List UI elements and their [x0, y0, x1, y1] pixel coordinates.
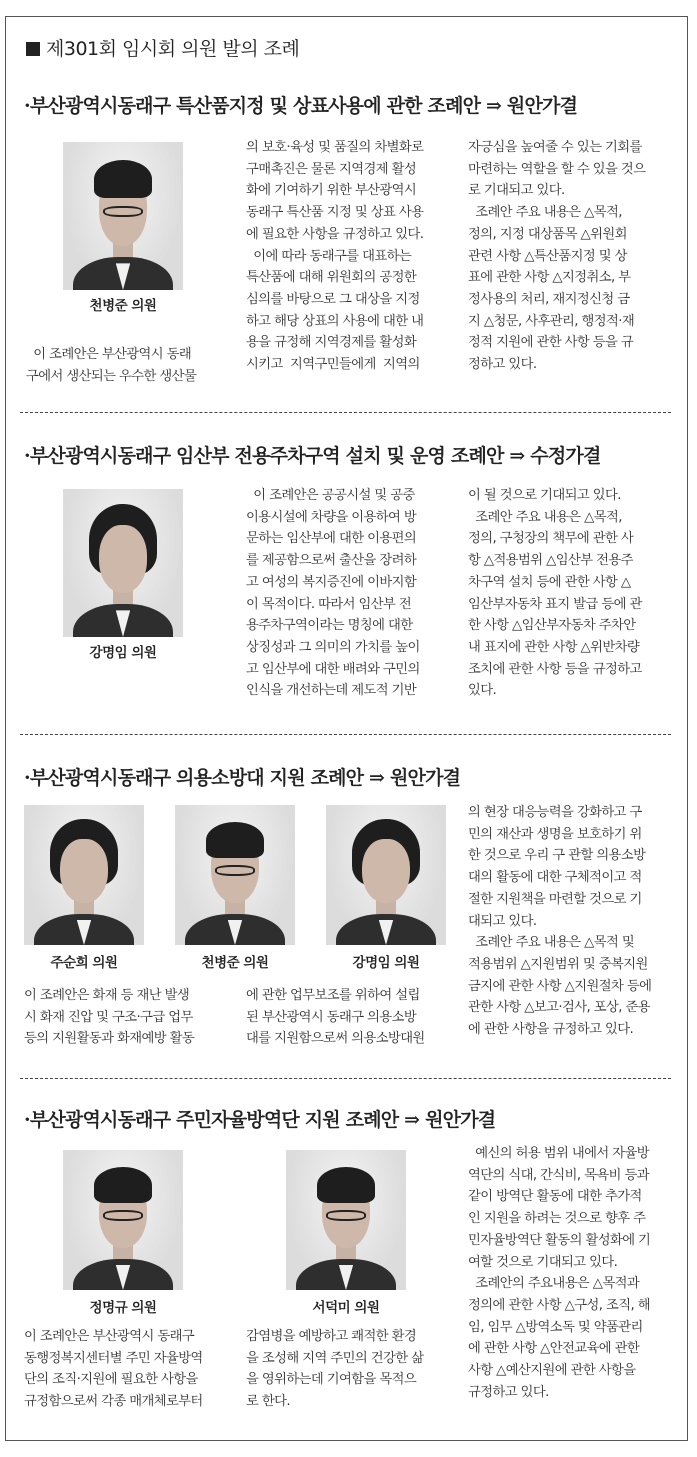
article-text: 이 조례안은 부산광역시 동래 구에서 생산되는 우수한 생산물	[26, 347, 197, 384]
article-text: 에 관한 업무보조를 위하여 설립 된 부산광역시 동래구 의용소방 대를 지원함으로써 의용소방대원	[246, 988, 425, 1047]
person-photo-female	[63, 489, 183, 637]
photo-caption: 주순희 의원	[50, 955, 118, 971]
article-text: 감염병을 예방하고 쾌적한 환경 을 조성해 지역 주민의 건강한 삶 을 영위하는데 기여함을 목적으 로 한다.	[246, 1329, 424, 1410]
page-header	[26, 34, 299, 61]
article-text: 이 조례안은 공공시설 및 공중 이용시설에 차량을 이용하여 방 문하는 임산부에 대한 이용편의 를 제공함으로써 출산을 장려하 고 여성의 복지증진에 이바지함 이 목적이다. 따라서 임산부 전 용주차구역이라는 명칭에 대한 상징성과 그 의미의 가치를 높이 고 임산부에 대한 배려와 구민의 인식을 개선하는데 제도적 기반	[246, 488, 420, 699]
article-text: 예신의 허용 범위 내에서 자율방 역단의 식대, 간식비, 목욕비 등과 같이 방역단 활동에 대한 추가적 인 지원을 하려는 것으로 향후 주 민자율방역단 활동의 활성화에 기 여할 것으로 기대되고 있다. 조례안의 주요내용은 △목적과 정의에 관한 사항 △구성, 조직, 해 임, 임무 △방역소독 및 약품관리 에 관한 사항 △안전교육에 관한 사항 △예산지원에 관한 사항을 규정하고 있다.	[468, 1146, 651, 1400]
article-text: 의 보호·육성 및 품질의 차별화로 구매촉진은 물론 지역경제 활성 화에 기여하기 위한 부산광역시 동래구 특산품 지정 및 상표 사용 에 필요한 사항을 규정하고 있다. 이에 따라 동래구를 대표하는 특산품에 대해 위원회의 공정한 심의를 바탕으로 그 대상을 지정 하고 해당 상표의 사용에 대한 내 용을 규정해 지역경제를 활성화 시키고 지역구민들에게 지역의	[246, 140, 424, 373]
section-title: ·부산광역시동래구 임산부 전용주차구역 설치 및 운영 조례안 ⇒ 수정가결	[24, 445, 601, 467]
photo-caption: 서덕미 의원	[312, 1300, 380, 1316]
section-separator	[20, 734, 671, 735]
photo-caption: 강명임 의원	[89, 645, 157, 661]
person-photo-male	[286, 1150, 406, 1290]
person-photo-female	[24, 805, 144, 945]
article-text: 이 조례안은 부산광역시 동래구 동행정복지센터별 주민 자율방역 단의 조직·지원에 필요한 사항을 규정함으로써 각종 매개체로부터	[24, 1329, 203, 1410]
person-photo-male	[63, 142, 183, 290]
section-separator	[20, 1078, 671, 1079]
person-photo-female	[326, 805, 446, 945]
article-text: 이 조례안은 화재 등 재난 발생 시 화재 진압 및 구조·구급 업무 등의 지원활동과 화재예방 활동	[24, 988, 195, 1047]
section-title: ·부산광역시동래구 주민자율방역단 지원 조례안 ⇒ 원안가결	[24, 1109, 496, 1131]
photo-caption: 강명임 의원	[352, 955, 420, 971]
person-photo-male	[175, 805, 295, 945]
square-bullet-icon	[26, 42, 40, 56]
article-text: 의 현장 대응능력을 강화하고 구 민의 재산과 생명을 보호하기 위 한 것으로 우리 구 관할 의용소방 대의 활동에 대한 구체적이고 적 절한 지원책을 마련할 것으로 기 대되고 있다. 조례안 주요 내용은 △목적 및 적용범위 △지원범위 및 중복지원 금지에 관한 사항 △지원절차 등에 관한 사항 △보고·검사, 포상, 준용 에 관한 사항을 규정하고 있다.	[468, 805, 652, 1038]
person-photo-male	[63, 1150, 183, 1290]
article-text: 자긍심을 높여줄 수 있는 기회를 마련하는 역할을 할 수 있을 것으 로 기대되고 있다. 조례안 주요 내용은 △목적, 정의, 지정 대상품목 △위원회 관련 사항 △특산품지정 및 상 표에 관한 사항 △지정취소, 부 정사용의 처리, 재지정신청 금 지 △청문, 사후관리, 행정적·재 정적 지원에 관한 사항 등을 규 정하고 있다.	[468, 140, 646, 373]
section-title: ·부산광역시동래구 특산품지정 및 상표사용에 관한 조례안 ⇒ 원안가결	[24, 95, 578, 117]
article-text: 이 될 것으로 기대되고 있다. 조례안 주요 내용은 △목적, 정의, 구청장의 책무에 관한 사 항 △적용범위 △임산부 전용주 차구역 설치 등에 관한 사항 △ 임산부자동차 표지 발급 등에 관 한 사항 △임산부자동차 주차안 내 표지에 관한 사항 △위반차량 조치에 관한 사항 등을 규정하고 있다.	[468, 488, 642, 699]
photo-caption: 정명규 의원	[89, 1300, 157, 1316]
photo-caption: 천병준 의원	[201, 955, 269, 971]
photo-caption: 천병준 의원	[89, 298, 157, 314]
section-title: ·부산광역시동래구 의용소방대 지원 조례안 ⇒ 원안가결	[24, 767, 461, 789]
section-separator	[20, 412, 671, 413]
page-header-text: 제301회 임시회 의원 발의 조례	[46, 38, 300, 60]
